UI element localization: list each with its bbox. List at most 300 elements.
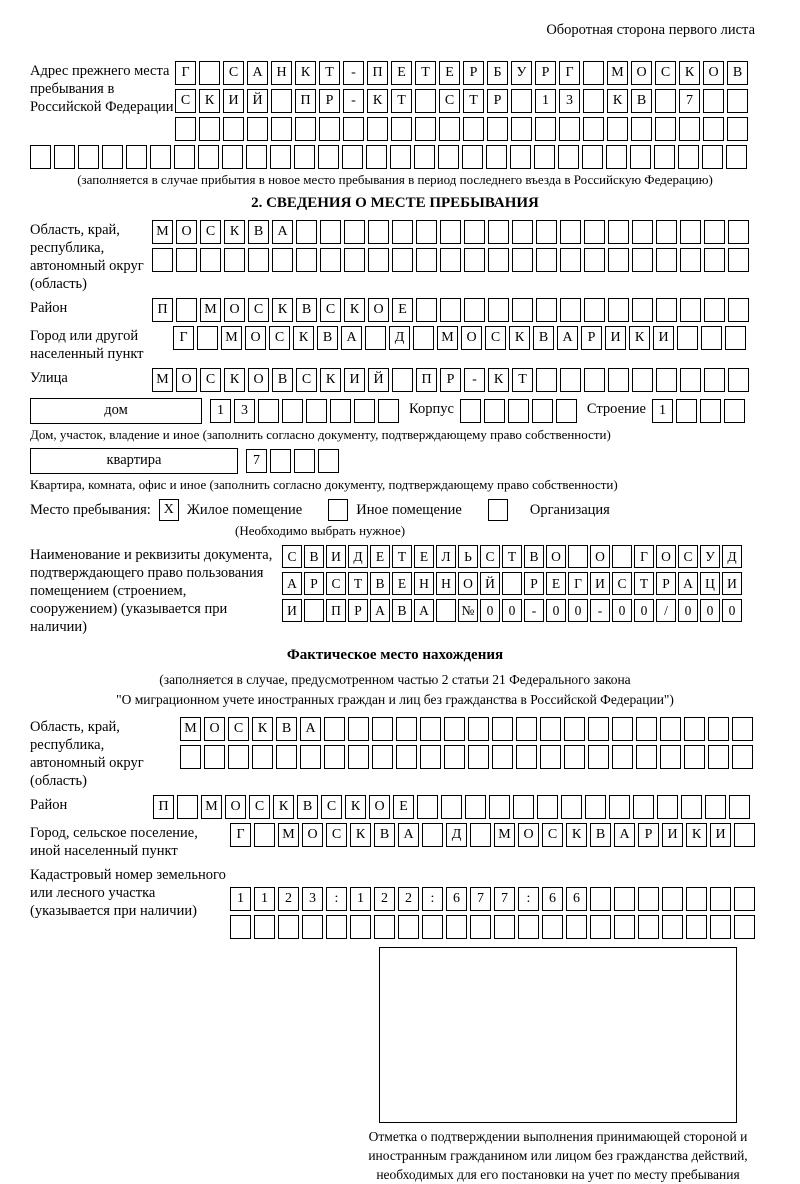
char-cell bbox=[566, 915, 587, 939]
char-cell: К bbox=[224, 368, 245, 392]
char-cell: Т bbox=[512, 368, 533, 392]
char-cell: О bbox=[546, 545, 566, 568]
char-cell: Р bbox=[581, 326, 602, 350]
char-cell bbox=[536, 220, 557, 244]
char-cell bbox=[632, 220, 653, 244]
char-cell: В bbox=[727, 61, 748, 85]
actual-district-label: Район bbox=[30, 797, 68, 814]
char-cell: Е bbox=[393, 795, 414, 819]
char-cell bbox=[614, 915, 635, 939]
char-cell bbox=[655, 89, 676, 113]
page-side-note: Оборотная сторона первого листа bbox=[546, 22, 755, 38]
char-cell: 1 bbox=[652, 399, 673, 423]
district-field bbox=[30, 298, 760, 322]
char-cell: О bbox=[368, 298, 389, 322]
char-cell: С bbox=[282, 545, 302, 568]
char-cell: 7 bbox=[494, 887, 515, 911]
char-cell bbox=[464, 298, 485, 322]
char-cell bbox=[224, 248, 245, 272]
char-cell bbox=[199, 61, 220, 85]
char-cell: № bbox=[458, 599, 478, 622]
char-cell bbox=[439, 117, 460, 141]
char-cell bbox=[704, 220, 725, 244]
char-cell: В bbox=[304, 545, 324, 568]
char-cell: 6 bbox=[446, 887, 467, 911]
char-cell bbox=[636, 745, 657, 769]
actual-city-field bbox=[30, 823, 760, 861]
cadastre-field bbox=[30, 865, 760, 939]
prev-address-label: Адрес прежнего места пребывания в Российской Федерации bbox=[30, 63, 174, 115]
char-cell: 1 bbox=[350, 887, 371, 911]
char-cell: С bbox=[200, 220, 221, 244]
char-cell: П bbox=[152, 298, 173, 322]
char-cell bbox=[704, 368, 725, 392]
char-cell: К bbox=[350, 823, 371, 847]
char-cell: А bbox=[282, 572, 302, 595]
char-cell: К bbox=[252, 717, 273, 741]
char-cell: 2 bbox=[374, 887, 395, 911]
char-cell bbox=[656, 298, 677, 322]
char-cell bbox=[537, 795, 558, 819]
char-cell: А bbox=[341, 326, 362, 350]
char-cell bbox=[588, 745, 609, 769]
char-cell: Г bbox=[634, 545, 654, 568]
char-cell: 0 bbox=[502, 599, 522, 622]
char-cell: И bbox=[710, 823, 731, 847]
char-cell bbox=[632, 368, 653, 392]
document-rows bbox=[282, 545, 742, 622]
char-cell: Т bbox=[391, 89, 412, 113]
char-cell bbox=[180, 745, 201, 769]
char-cell bbox=[348, 717, 369, 741]
char-cell: Е bbox=[392, 572, 412, 595]
char-cell bbox=[330, 399, 351, 423]
char-cell bbox=[396, 745, 417, 769]
char-cell bbox=[710, 887, 731, 911]
char-cell bbox=[392, 248, 413, 272]
char-cell bbox=[728, 248, 749, 272]
char-cell bbox=[272, 248, 293, 272]
stamp-box bbox=[379, 947, 737, 1123]
char-cell bbox=[294, 449, 315, 473]
char-cell bbox=[415, 89, 436, 113]
char-cell: А bbox=[678, 572, 698, 595]
char-cell: Е bbox=[546, 572, 566, 595]
char-cell bbox=[559, 117, 580, 141]
char-cell bbox=[200, 248, 221, 272]
char-cell bbox=[446, 915, 467, 939]
char-cell: К bbox=[345, 795, 366, 819]
city-field bbox=[30, 326, 760, 364]
char-cell: К bbox=[344, 298, 365, 322]
char-cell: О bbox=[590, 545, 610, 568]
char-cell: В bbox=[272, 368, 293, 392]
char-cell bbox=[492, 717, 513, 741]
apartment-cells bbox=[246, 448, 339, 473]
char-cell: М bbox=[201, 795, 222, 819]
actual-district-field bbox=[30, 795, 760, 819]
district-row bbox=[152, 298, 749, 322]
char-cell: Б bbox=[487, 61, 508, 85]
char-cell bbox=[728, 368, 749, 392]
district-label: Район bbox=[30, 299, 68, 316]
char-cell bbox=[705, 795, 726, 819]
char-cell: К bbox=[686, 823, 707, 847]
char-cell bbox=[636, 717, 657, 741]
actual-region-field bbox=[30, 717, 760, 791]
stamp-area bbox=[356, 947, 760, 1184]
char-cell bbox=[436, 599, 456, 622]
char-cell bbox=[583, 61, 604, 85]
char-cell: К bbox=[295, 61, 316, 85]
char-cell bbox=[300, 745, 321, 769]
char-cell bbox=[324, 745, 345, 769]
char-cell: Г bbox=[568, 572, 588, 595]
document-row-1 bbox=[282, 545, 742, 568]
stamp-caption: Отметка о подтверждении выполнения принимающей стороной и иностранным гражданином или лицом без гражданства действий, необходимых для его постановки на учет по месту пребывания bbox=[368, 1129, 748, 1182]
char-cell bbox=[518, 915, 539, 939]
char-cell: Н bbox=[436, 572, 456, 595]
char-cell: Р bbox=[463, 61, 484, 85]
char-cell bbox=[583, 89, 604, 113]
char-cell: П bbox=[367, 61, 388, 85]
char-cell: 7 bbox=[470, 887, 491, 911]
char-cell bbox=[489, 795, 510, 819]
char-cell: М bbox=[200, 298, 221, 322]
char-cell: О bbox=[461, 326, 482, 350]
char-cell bbox=[612, 717, 633, 741]
stay-type-label: Место пребывания: bbox=[30, 501, 151, 518]
char-cell bbox=[254, 823, 275, 847]
char-cell: С bbox=[485, 326, 506, 350]
char-cell: О bbox=[458, 572, 478, 595]
char-cell bbox=[199, 117, 220, 141]
char-cell: Е bbox=[392, 298, 413, 322]
korpus-label: Корпус bbox=[409, 400, 454, 417]
char-cell bbox=[631, 117, 652, 141]
char-cell: П bbox=[416, 368, 437, 392]
char-cell: 3 bbox=[302, 887, 323, 911]
char-cell: Р bbox=[656, 572, 676, 595]
region-field bbox=[30, 220, 760, 294]
stay-type-field bbox=[30, 499, 760, 521]
char-cell bbox=[540, 717, 561, 741]
char-cell bbox=[374, 915, 395, 939]
char-cell bbox=[655, 117, 676, 141]
char-cell: - bbox=[343, 61, 364, 85]
char-cell: С bbox=[249, 795, 270, 819]
char-cell: С bbox=[175, 89, 196, 113]
char-cell bbox=[729, 795, 750, 819]
char-cell: - bbox=[590, 599, 610, 622]
char-cell: С bbox=[320, 298, 341, 322]
char-cell: К bbox=[224, 220, 245, 244]
char-cell bbox=[560, 368, 581, 392]
char-cell: И bbox=[223, 89, 244, 113]
char-cell bbox=[102, 145, 123, 169]
actual-city-row bbox=[230, 823, 755, 847]
char-cell: А bbox=[414, 599, 434, 622]
char-cell: Р bbox=[638, 823, 659, 847]
char-cell bbox=[248, 248, 269, 272]
char-cell bbox=[392, 220, 413, 244]
char-cell bbox=[638, 887, 659, 911]
char-cell bbox=[677, 326, 698, 350]
char-cell: В bbox=[317, 326, 338, 350]
char-cell: В bbox=[631, 89, 652, 113]
char-cell bbox=[486, 145, 507, 169]
char-cell bbox=[609, 795, 630, 819]
char-cell bbox=[372, 717, 393, 741]
char-cell: П bbox=[326, 599, 346, 622]
actual-region-row-1 bbox=[180, 717, 753, 741]
cadastre-row-2 bbox=[230, 915, 755, 939]
char-cell bbox=[532, 399, 553, 423]
char-cell bbox=[197, 326, 218, 350]
char-cell bbox=[152, 248, 173, 272]
char-cell bbox=[732, 745, 753, 769]
stroenie-cells bbox=[652, 398, 745, 423]
char-cell: А bbox=[300, 717, 321, 741]
char-cell bbox=[258, 399, 279, 423]
document-label: Наименование и реквизиты документа, подтверждающего право пользования помещением (строением, сооружением) (указывается при наличии) bbox=[30, 547, 273, 636]
char-cell bbox=[422, 823, 443, 847]
char-cell: В bbox=[392, 599, 412, 622]
char-cell bbox=[584, 220, 605, 244]
document-row-2 bbox=[282, 572, 742, 595]
city-row bbox=[173, 326, 746, 350]
char-cell bbox=[320, 220, 341, 244]
char-cell bbox=[344, 220, 365, 244]
char-cell: М bbox=[221, 326, 242, 350]
char-cell bbox=[710, 915, 731, 939]
char-cell: А bbox=[247, 61, 268, 85]
char-cell bbox=[662, 887, 683, 911]
char-cell bbox=[440, 248, 461, 272]
char-cell bbox=[512, 298, 533, 322]
char-cell bbox=[378, 399, 399, 423]
char-cell bbox=[416, 298, 437, 322]
char-cell: 0 bbox=[568, 599, 588, 622]
char-cell bbox=[488, 298, 509, 322]
char-cell bbox=[198, 145, 219, 169]
char-cell: 2 bbox=[278, 887, 299, 911]
char-cell: 1 bbox=[210, 399, 231, 423]
char-cell bbox=[704, 298, 725, 322]
char-cell bbox=[686, 887, 707, 911]
char-cell bbox=[564, 717, 585, 741]
section2-title: 2. СВЕДЕНИЯ О МЕСТЕ ПРЕБЫВАНИЯ bbox=[251, 194, 539, 211]
char-cell bbox=[444, 717, 465, 741]
char-cell: А bbox=[614, 823, 635, 847]
apartment-box: квартира bbox=[30, 448, 238, 474]
char-cell bbox=[660, 717, 681, 741]
char-cell bbox=[494, 915, 515, 939]
char-cell: И bbox=[282, 599, 302, 622]
char-cell bbox=[632, 298, 653, 322]
char-cell bbox=[561, 795, 582, 819]
char-cell: К bbox=[272, 298, 293, 322]
char-cell bbox=[535, 117, 556, 141]
char-cell bbox=[583, 117, 604, 141]
document-row-3 bbox=[282, 599, 742, 622]
char-cell: К bbox=[273, 795, 294, 819]
char-cell bbox=[568, 545, 588, 568]
char-cell: К bbox=[509, 326, 530, 350]
char-cell bbox=[415, 117, 436, 141]
prev-address-row-2 bbox=[175, 89, 748, 113]
char-cell: К bbox=[629, 326, 650, 350]
char-cell bbox=[536, 298, 557, 322]
apartment-field bbox=[30, 448, 760, 474]
char-cell bbox=[440, 298, 461, 322]
char-cell: И bbox=[344, 368, 365, 392]
char-cell bbox=[734, 887, 755, 911]
char-cell bbox=[540, 745, 561, 769]
char-cell: - bbox=[524, 599, 544, 622]
char-cell bbox=[513, 795, 534, 819]
char-cell: 1 bbox=[254, 887, 275, 911]
char-cell bbox=[367, 117, 388, 141]
cadastre-rows bbox=[230, 865, 755, 939]
char-cell bbox=[354, 399, 375, 423]
char-cell bbox=[680, 368, 701, 392]
stay-type-note: (Необходимо выбрать нужное) bbox=[235, 523, 406, 539]
char-cell: Т bbox=[392, 545, 412, 568]
char-cell: Ц bbox=[700, 572, 720, 595]
char-cell bbox=[318, 145, 339, 169]
char-cell bbox=[680, 298, 701, 322]
char-cell bbox=[536, 368, 557, 392]
char-cell bbox=[470, 823, 491, 847]
char-cell bbox=[223, 117, 244, 141]
char-cell: М bbox=[152, 220, 173, 244]
char-cell bbox=[488, 248, 509, 272]
char-cell: 0 bbox=[678, 599, 698, 622]
char-cell bbox=[584, 248, 605, 272]
char-cell: Д bbox=[722, 545, 742, 568]
char-cell: Т bbox=[319, 61, 340, 85]
char-cell: В bbox=[248, 220, 269, 244]
char-cell bbox=[608, 220, 629, 244]
char-cell: С bbox=[542, 823, 563, 847]
char-cell bbox=[365, 326, 386, 350]
region-rows bbox=[152, 220, 749, 272]
region-label: Область, край, республика, автономный округ (область) bbox=[30, 221, 144, 292]
char-cell bbox=[686, 915, 707, 939]
char-cell bbox=[607, 117, 628, 141]
char-cell bbox=[734, 915, 755, 939]
char-cell: О bbox=[656, 545, 676, 568]
char-cell bbox=[392, 368, 413, 392]
char-cell bbox=[126, 145, 147, 169]
char-cell bbox=[728, 298, 749, 322]
char-cell: 7 bbox=[679, 89, 700, 113]
char-cell: Р bbox=[304, 572, 324, 595]
char-cell: Е bbox=[439, 61, 460, 85]
char-cell bbox=[585, 795, 606, 819]
char-cell: Т bbox=[463, 89, 484, 113]
char-cell: Й bbox=[247, 89, 268, 113]
char-cell: И bbox=[590, 572, 610, 595]
char-cell: И bbox=[326, 545, 346, 568]
char-cell bbox=[726, 145, 747, 169]
char-cell bbox=[724, 399, 745, 423]
char-cell: О bbox=[245, 326, 266, 350]
char-cell bbox=[516, 717, 537, 741]
char-cell bbox=[78, 145, 99, 169]
char-cell: 0 bbox=[480, 599, 500, 622]
char-cell bbox=[441, 795, 462, 819]
char-cell bbox=[588, 717, 609, 741]
option-organization-label: Организация bbox=[529, 501, 610, 518]
char-cell: Л bbox=[436, 545, 456, 568]
char-cell: М bbox=[437, 326, 458, 350]
char-cell: / bbox=[656, 599, 676, 622]
char-cell bbox=[276, 745, 297, 769]
char-cell bbox=[558, 145, 579, 169]
char-cell bbox=[271, 89, 292, 113]
char-cell: И bbox=[722, 572, 742, 595]
char-cell: О bbox=[369, 795, 390, 819]
char-cell bbox=[484, 399, 505, 423]
char-cell: В bbox=[276, 717, 297, 741]
char-cell: 0 bbox=[634, 599, 654, 622]
char-cell bbox=[584, 368, 605, 392]
char-cell bbox=[247, 117, 268, 141]
char-cell bbox=[422, 915, 443, 939]
char-cell bbox=[176, 298, 197, 322]
char-cell: Р bbox=[319, 89, 340, 113]
char-cell: 6 bbox=[566, 887, 587, 911]
char-cell bbox=[728, 220, 749, 244]
char-cell: 3 bbox=[234, 399, 255, 423]
cadastre-row-1 bbox=[230, 887, 755, 911]
char-cell bbox=[608, 248, 629, 272]
char-cell: С bbox=[228, 717, 249, 741]
char-cell bbox=[656, 248, 677, 272]
char-cell: В bbox=[590, 823, 611, 847]
prev-address-field bbox=[30, 61, 760, 141]
char-cell: О bbox=[176, 368, 197, 392]
char-cell: 6 bbox=[542, 887, 563, 911]
char-cell bbox=[727, 89, 748, 113]
char-cell bbox=[708, 717, 729, 741]
char-cell bbox=[701, 326, 722, 350]
char-cell bbox=[511, 117, 532, 141]
char-cell bbox=[177, 795, 198, 819]
document-field bbox=[30, 545, 760, 637]
char-cell bbox=[678, 145, 699, 169]
option-residential-label: Жилое помещение bbox=[186, 501, 303, 518]
char-cell: Н bbox=[414, 572, 434, 595]
char-cell: Т bbox=[502, 545, 522, 568]
char-cell bbox=[464, 220, 485, 244]
char-cell bbox=[344, 248, 365, 272]
char-cell: К bbox=[607, 89, 628, 113]
char-cell bbox=[304, 599, 324, 622]
char-cell: 0 bbox=[700, 599, 720, 622]
char-cell: 0 bbox=[612, 599, 632, 622]
char-cell bbox=[296, 220, 317, 244]
char-cell bbox=[150, 145, 171, 169]
char-cell bbox=[438, 145, 459, 169]
char-cell: В bbox=[297, 795, 318, 819]
char-cell: Г bbox=[559, 61, 580, 85]
char-cell bbox=[414, 145, 435, 169]
char-cell: С bbox=[480, 545, 500, 568]
char-cell bbox=[684, 717, 705, 741]
